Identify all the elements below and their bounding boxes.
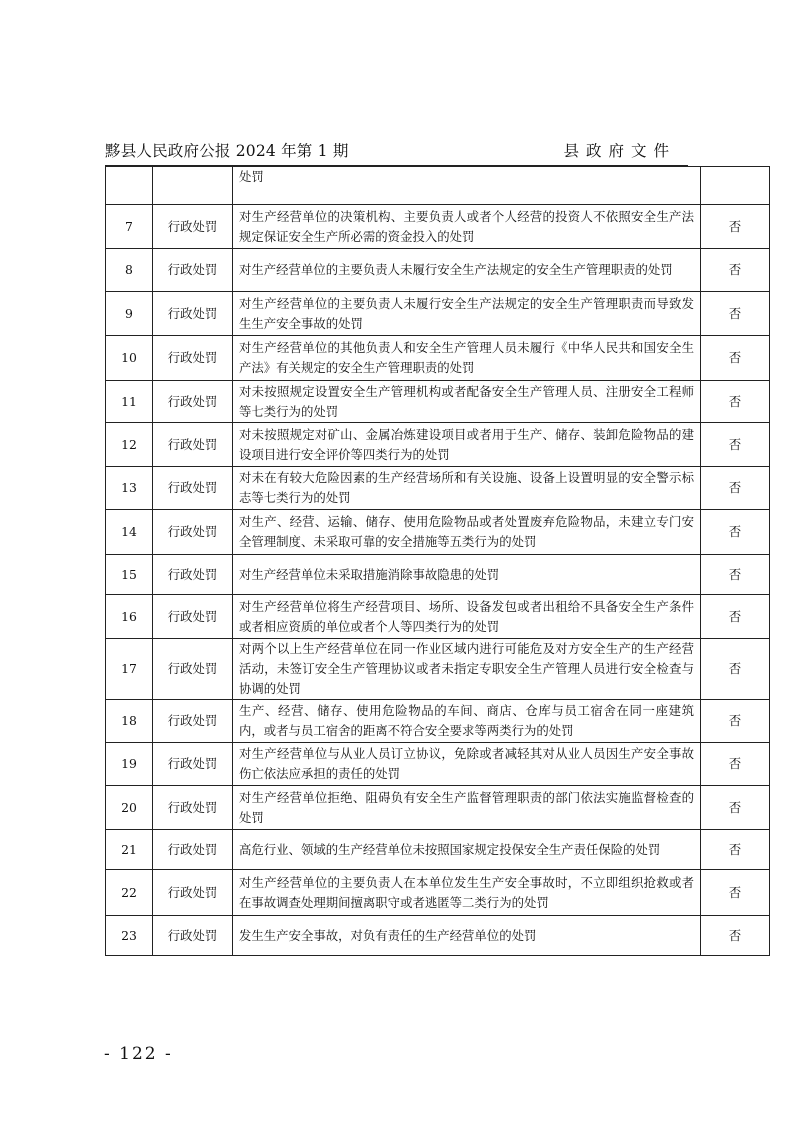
row-type: 行政处罚 [153, 743, 233, 786]
row-type: 行政处罚 [153, 700, 233, 743]
table-row [106, 639, 770, 700]
row-flag: 否 [701, 830, 770, 870]
row-number: 16 [106, 595, 153, 639]
row-number: 23 [106, 916, 153, 956]
table-row [106, 786, 770, 830]
penalty-table [105, 166, 770, 956]
row-flag: 否 [701, 700, 770, 743]
row-type: 行政处罚 [153, 249, 233, 292]
row-type [153, 167, 233, 205]
row-number: 17 [106, 639, 153, 700]
row-content: 生产、经营、储存、使用危险物品的车间、商店、仓库与员工宿舍在同一座建筑内，或者与员工宿舍的距离不符合安全要求等两类行为的处罚 [233, 700, 701, 743]
table-row [106, 381, 770, 423]
row-type: 行政处罚 [153, 292, 233, 336]
row-type: 行政处罚 [153, 786, 233, 830]
row-number: 9 [106, 292, 153, 336]
row-content: 对未按照规定设置安全生产管理机构或者配备安全生产管理人员、注册安全工程师等七类行为的处罚 [233, 381, 701, 423]
row-type: 行政处罚 [153, 916, 233, 956]
row-flag: 否 [701, 786, 770, 830]
gazette-title: 黟县人民政府公报 2024 年第 1 期 [105, 142, 349, 160]
row-type: 行政处罚 [153, 205, 233, 249]
row-content: 对生产经营单位的主要负责人在本单位发生生产安全事故时，不立即组织抢救或者在事故调查处理期间擅离职守或者逃匿等二类行为的处罚 [233, 870, 701, 916]
row-flag: 否 [701, 870, 770, 916]
table-row [106, 205, 770, 249]
row-type: 行政处罚 [153, 830, 233, 870]
section-title: 县政府文件 [563, 142, 676, 160]
row-type: 行政处罚 [153, 336, 233, 381]
table-row [106, 595, 770, 639]
page-header [105, 139, 688, 166]
row-content: 对生产经营单位未采取措施消除事故隐患的处罚 [233, 555, 701, 595]
row-number: 8 [106, 249, 153, 292]
row-content: 对生产经营单位的主要负责人未履行安全生产法规定的安全生产管理职责的处罚 [233, 249, 701, 292]
row-number: 20 [106, 786, 153, 830]
table-row [106, 336, 770, 381]
row-content: 对生产经营单位与从业人员订立协议，免除或者减轻其对从业人员因生产安全事故伤亡依法应承担的责任的处罚 [233, 743, 701, 786]
row-flag: 否 [701, 467, 770, 510]
table-row [106, 916, 770, 956]
table-row [106, 555, 770, 595]
row-number: 18 [106, 700, 153, 743]
table-row [106, 700, 770, 743]
table-row [106, 292, 770, 336]
row-content: 对生产经营单位的其他负责人和安全生产管理人员未履行《中华人民共和国安全生产法》有关规定的安全生产管理职责的处罚 [233, 336, 701, 381]
row-number: 11 [106, 381, 153, 423]
table-row [106, 467, 770, 510]
row-content: 高危行业、领域的生产经营单位未按照国家规定投保安全生产责任保险的处罚 [233, 830, 701, 870]
table-row [106, 510, 770, 555]
page-number: - 122 - [104, 1044, 173, 1064]
table-row [106, 870, 770, 916]
row-content: 处罚 [233, 167, 701, 205]
row-flag: 否 [701, 423, 770, 467]
row-number: 19 [106, 743, 153, 786]
row-flag [701, 167, 770, 205]
row-type: 行政处罚 [153, 510, 233, 555]
table-row [106, 423, 770, 467]
table-row-continuation [106, 167, 770, 205]
row-number: 21 [106, 830, 153, 870]
row-content: 对未在有较大危险因素的生产经营场所和有关设施、设备上设置明显的安全警示标志等七类行为的处罚 [233, 467, 701, 510]
row-number: 15 [106, 555, 153, 595]
row-content: 对生产经营单位的决策机构、主要负责人或者个人经营的投资人不依照安全生产法规定保证安全生产所必需的资金投入的处罚 [233, 205, 701, 249]
row-content: 对未按照规定对矿山、金属冶炼建设项目或者用于生产、储存、装卸危险物品的建设项目进行安全评价等四类行为的处罚 [233, 423, 701, 467]
row-flag: 否 [701, 743, 770, 786]
row-flag: 否 [701, 249, 770, 292]
row-number: 12 [106, 423, 153, 467]
row-content: 发生生产安全事故，对负有责任的生产经营单位的处罚 [233, 916, 701, 956]
row-type: 行政处罚 [153, 423, 233, 467]
row-flag: 否 [701, 555, 770, 595]
row-content: 对两个以上生产经营单位在同一作业区域内进行可能危及对方安全生产的生产经营活动，未签订安全生产管理协议或者未指定专职安全生产管理人员进行安全检查与协调的处罚 [233, 639, 701, 700]
row-type: 行政处罚 [153, 870, 233, 916]
row-content: 对生产、经营、运输、储存、使用危险物品或者处置废弃危险物品，未建立专门安全管理制度、未采取可靠的安全措施等五类行为的处罚 [233, 510, 701, 555]
row-flag: 否 [701, 292, 770, 336]
row-type: 行政处罚 [153, 467, 233, 510]
row-flag: 否 [701, 916, 770, 956]
table-row [106, 743, 770, 786]
row-number: 13 [106, 467, 153, 510]
row-flag: 否 [701, 595, 770, 639]
row-flag: 否 [701, 639, 770, 700]
row-number: 10 [106, 336, 153, 381]
row-flag: 否 [701, 205, 770, 249]
row-content: 对生产经营单位将生产经营项目、场所、设备发包或者出租给不具备安全生产条件或者相应资质的单位或者个人等四类行为的处罚 [233, 595, 701, 639]
row-content: 对生产经营单位拒绝、阻碍负有安全生产监督管理职责的部门依法实施监督检查的处罚 [233, 786, 701, 830]
row-type: 行政处罚 [153, 555, 233, 595]
table-row [106, 830, 770, 870]
row-number: 22 [106, 870, 153, 916]
row-flag: 否 [701, 381, 770, 423]
row-type: 行政处罚 [153, 639, 233, 700]
row-number: 14 [106, 510, 153, 555]
row-type: 行政处罚 [153, 381, 233, 423]
row-type: 行政处罚 [153, 595, 233, 639]
table-row [106, 249, 770, 292]
row-number: 7 [106, 205, 153, 249]
row-content: 对生产经营单位的主要负责人未履行安全生产法规定的安全生产管理职责而导致发生生产安全事故的处罚 [233, 292, 701, 336]
row-flag: 否 [701, 336, 770, 381]
row-number [106, 167, 153, 205]
row-flag: 否 [701, 510, 770, 555]
